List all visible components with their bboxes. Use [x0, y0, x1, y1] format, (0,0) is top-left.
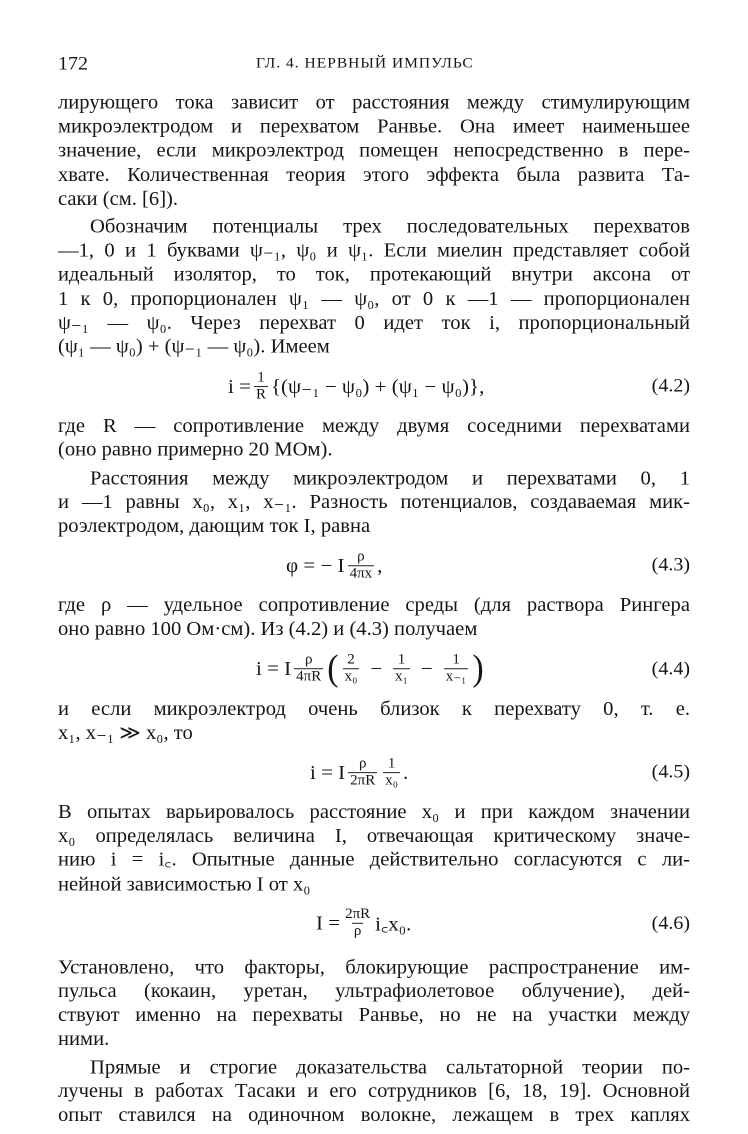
text-line: микроэлектродом и перехватом Ранвье. Она имеет наименьшее	[58, 116, 690, 138]
eq-lhs: φ = − I	[286, 553, 345, 577]
equation-body	[310, 745, 408, 798]
eq-frac-den: x₋₁	[445, 669, 467, 685]
eq-close-paren: )	[472, 647, 484, 689]
text-line: и —1 равны x₀, x₁, x₋₁. Разность потенциалов, создаваемая мик-	[58, 491, 690, 513]
text-line: ствуют именно на перехваты Ранвье, но не на участки между	[58, 1004, 690, 1026]
text-line: Установлено, что факторы, блокирующие распространение им-	[58, 956, 690, 978]
eq-lhs: i = I	[256, 656, 292, 680]
text-line: нию i = i꜀. Опытные данные действительно согласуются с ли-	[58, 849, 690, 871]
eq-frac-num: 2	[347, 652, 355, 668]
text-line: лучены в работах Тасаки и его сотрудников [6, 18, 19]. Основной	[58, 1080, 690, 1102]
text-line: Обозначим потенциалы трех последовательных перехватов	[90, 216, 690, 238]
equation-number: (4.4)	[651, 657, 690, 679]
equation-4-6	[58, 897, 690, 950]
eq-fraction	[254, 370, 268, 403]
text-line: где ρ — удельное сопротивление среды (для раствора Рингера	[58, 595, 690, 617]
eq-fraction	[348, 755, 377, 788]
eq-frac-num: 1	[257, 369, 265, 385]
eq-open-paren: (	[327, 647, 339, 689]
equation-4-3	[58, 539, 690, 592]
eq-tail: .	[402, 760, 409, 784]
equation-body	[316, 897, 411, 950]
eq-operator: −	[370, 656, 383, 680]
eq-frac-den: 4πx	[349, 565, 373, 582]
eq-frac-den: x₀	[385, 772, 398, 788]
text-line: (оно равно примерно 20 МОм).	[58, 439, 333, 461]
equation-4-5	[58, 745, 690, 798]
eq-frac-num: 1	[397, 652, 406, 668]
text-line: где R — сопротивление между двумя соседними перехватами	[58, 415, 690, 437]
eq-frac-den: x₀	[344, 669, 358, 685]
eq-frac-num: ρ	[358, 755, 367, 771]
text-line: лирующего тока зависит от расстояния между стимулирующим	[58, 92, 690, 114]
text-line: роэлектродом, дающим ток I, равна	[58, 515, 371, 537]
text-line: пульса (кокаин, уретан, ультрафиолетовое облучение), дей-	[58, 980, 690, 1002]
eq-frac-num: 1	[387, 755, 396, 771]
equation-number: (4.2)	[651, 375, 690, 397]
eq-frac-den: 2πR	[350, 772, 376, 788]
page-number: 172	[58, 53, 88, 75]
eq-frac-den: ρ	[353, 924, 362, 940]
eq-lhs: i = I	[310, 760, 346, 784]
eq-lhs: i =	[228, 374, 251, 398]
eq-frac-num: 1	[452, 652, 460, 668]
eq-rhs: i꜀x₀.	[375, 912, 412, 935]
text-line: x₁, x₋₁ ≫ x₀, то	[58, 722, 193, 744]
text-line: —1, 0 и 1 буквами ψ₋₁, ψ₀ и ψ₁. Если миелин представляет собой	[58, 240, 690, 262]
eq-fraction	[294, 652, 323, 685]
eq-rhs: {(ψ₋₁ − ψ₀) + (ψ₁ − ψ₀)},	[270, 374, 485, 398]
text-line: В опытах варьировалось расстояние x₀ и при каждом значении	[58, 801, 690, 823]
equation-4-2	[58, 360, 690, 413]
text-line: 1 к 0, пропорционален ψ₁ — ψ₀, от 0 к —1 — пропорционален	[58, 288, 690, 310]
eq-frac-den: 4πR	[296, 669, 322, 685]
text-line: оно равно 100 Ом·см). Из (4.2) и (4.3) получаем	[58, 619, 478, 641]
eq-term-fraction	[383, 755, 400, 788]
eq-frac-num: ρ	[304, 652, 313, 668]
eq-term-fraction	[444, 652, 469, 685]
text-line: саки (см. [6]).	[58, 188, 179, 210]
text-line: значение, если микроэлектрод помещен непосредственно в пере-	[58, 140, 690, 162]
eq-tail: ,	[377, 553, 383, 577]
text-line: и если микроэлектрод очень близок к перехвату 0, т. е.	[58, 698, 690, 720]
eq-frac-den: R	[255, 386, 266, 402]
running-title: ГЛ. 4. НЕРВНЫЙ ИМПУЛЬС	[256, 55, 474, 72]
equation-number: (4.6)	[651, 912, 690, 934]
text-line: Прямые и строгие доказательства сальтаторной теории по-	[90, 1056, 690, 1078]
equation-number: (4.3)	[651, 554, 690, 576]
equation-body	[228, 360, 484, 413]
eq-operator: −	[420, 656, 433, 680]
equation-body	[286, 539, 382, 592]
eq-frac-num: 2πR	[345, 906, 371, 923]
eq-term-fraction	[343, 652, 360, 685]
eq-lhs: I =	[316, 911, 341, 935]
text-line: Расстояния между микроэлектродом и перехватами 0, 1	[90, 467, 690, 489]
equation-4-4	[58, 642, 690, 695]
text-line: нейной зависимостью I от x₀	[58, 873, 311, 895]
text-line: (ψ₁ — ψ₀) + (ψ₋₁ — ψ₀). Имеем	[58, 336, 330, 358]
eq-frac-den: x₁	[395, 669, 408, 685]
eq-fraction	[348, 549, 375, 582]
text-line: x₀ определялась величина I, отвечающая критическому значе-	[58, 825, 690, 847]
text-line: ними.	[58, 1028, 110, 1050]
equation-body	[256, 642, 485, 695]
text-line: хвате. Количественная теория этого эффекта была развита Та-	[58, 164, 690, 186]
text-line: идеальный изолятор, то ток, протекающий внутри аксона от	[58, 264, 690, 286]
eq-frac-num: ρ	[357, 548, 365, 565]
equation-number: (4.5)	[651, 761, 690, 783]
text-line: ψ₋₁ — ψ₀. Через перехват 0 идет ток i, пропорциональный	[58, 312, 690, 334]
eq-fraction	[343, 907, 372, 940]
eq-term-fraction	[393, 652, 410, 685]
text-line: опыт ставился на одиночном волокне, лежащем в трех каплях	[58, 1104, 690, 1126]
page-header	[58, 53, 690, 78]
